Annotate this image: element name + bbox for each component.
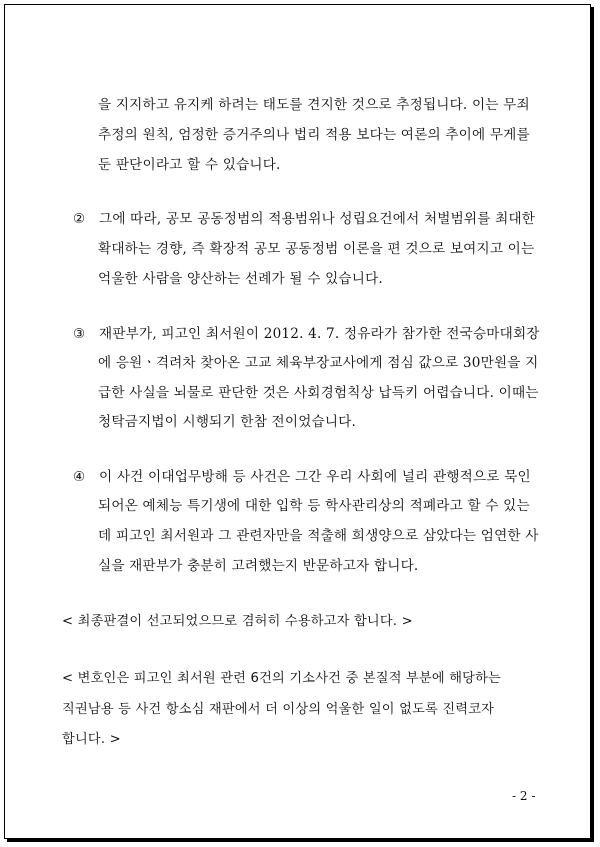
item-line: 억울한 사람을 양산하는 선례가 될 수 있습니다. [98,271,383,287]
item-line: 급한 사실을 뇌물로 판단한 것은 사회경험칙상 납득키 어렵습니다. 이때는 [98,385,539,401]
numbered-item [73,325,540,343]
notice-lawyer-line: 합니다. > [62,732,121,747]
item-line: 이 사건 이대업무방해 등 사건은 그간 우리 사회에 널리 관행적으로 묵인 [99,469,531,485]
item-line: 데 피고인 최서원과 그 관련자만을 적출해 희생양으로 삼았다는 엄연한 사 [98,528,539,544]
item-marker: ② [73,211,86,227]
item-marker: ③ [73,326,86,342]
notice-lawyer-line: < 변호인은 피고인 최서원 관련 6건의 기소사건 중 본질적 부분에 해당하는 [62,671,501,686]
notice-lawyer-line: 직권남용 등 사건 항소심 재판에서 더 이상의 억울한 일이 없도록 진력코자 [62,702,495,717]
numbered-item [73,210,535,228]
item-line: 재판부가, 피고인 최서원이 2012. 4. 7. 정유라가 참가한 전국승마대회장 [99,326,540,342]
item-line: 그에 따라, 공모 공동정범의 적용범위나 성립요건에서 처벌범위를 최대한 [99,211,536,227]
paragraph-line: 둔 판단이라고 할 수 있습니다. [98,157,281,173]
item-line: 청탁금지법이 시행되기 한참 전이었습니다. [98,414,357,430]
notice-final-judgment: < 최종판결이 선고되었으므로 겸허히 수용하고자 합니다. > [62,614,413,629]
item-marker: ④ [73,469,86,485]
item-line: 확대하는 경향, 즉 확장적 공모 공동정범 이론을 편 것으로 보여지고 이는 [98,241,535,257]
paragraph-line: 을 지지하고 유지케 하려는 태도를 견지한 것으로 추정됩니다. 이는 무죄 [98,97,530,113]
page-number: - 2 - [512,789,536,803]
numbered-item [73,468,531,486]
item-line: 되어온 예체능 특기생에 대한 입학 등 학사관리상의 적폐라고 할 수 있는 [98,498,530,514]
item-line: 실을 재판부가 충분히 고려했는지 반문하고자 합니다. [98,558,419,574]
paragraph-line: 추정의 원칙, 엄정한 증거주의나 법리 적용 보다는 여론의 추이에 무게를 [98,127,530,143]
item-line: 에 응원ㆍ격려차 찾아온 고교 체육부장교사에게 점심 값으로 30만원을 지 [98,355,539,371]
